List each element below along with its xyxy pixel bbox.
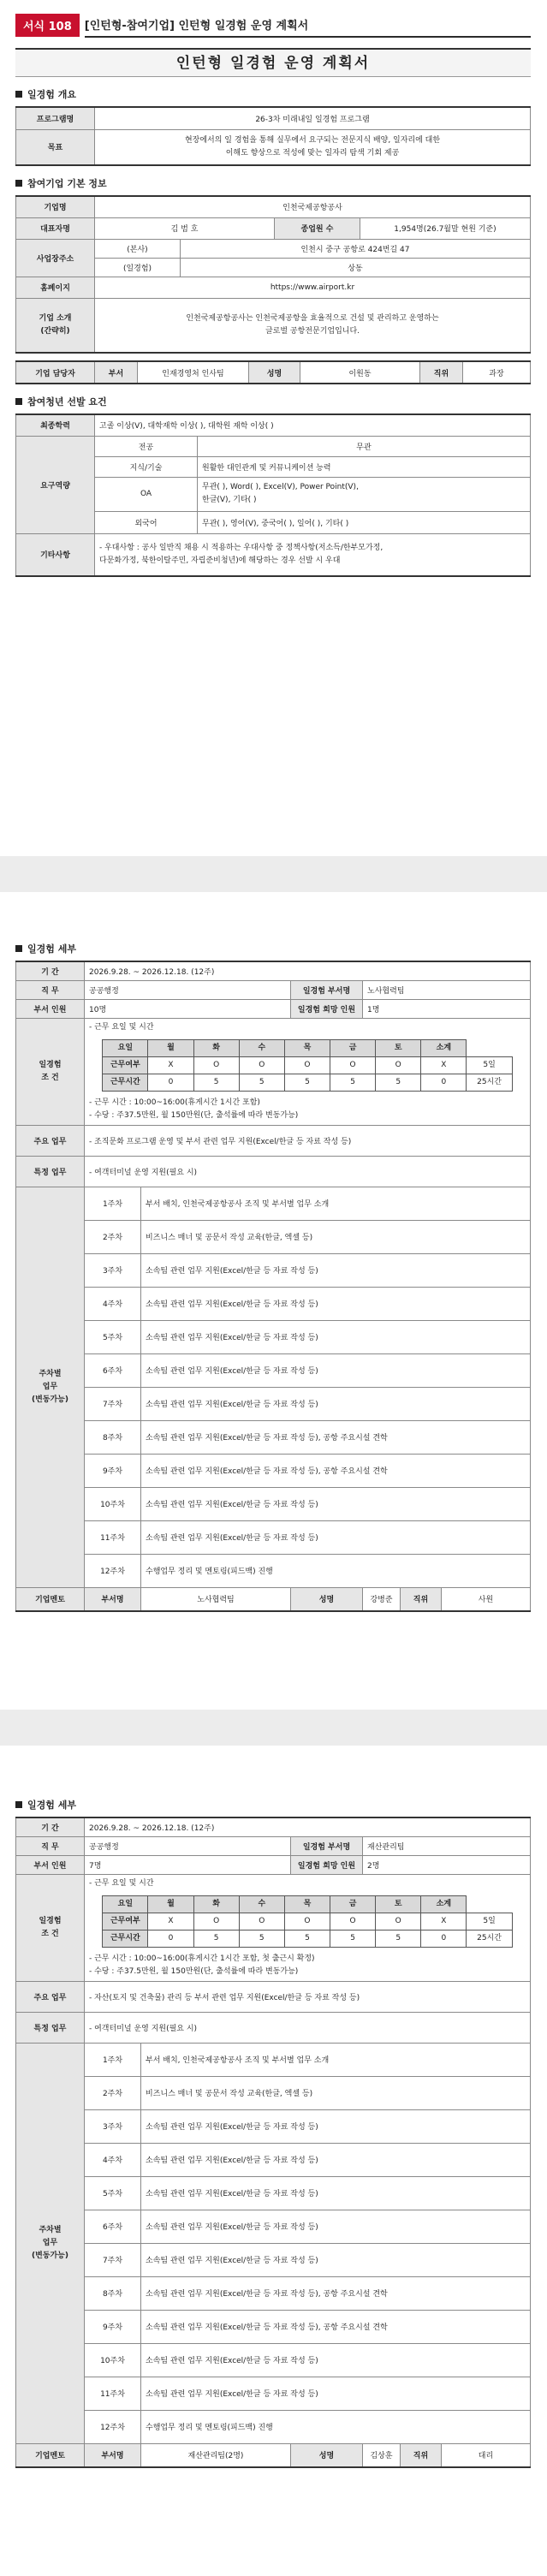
hope-value: 1명 <box>363 999 531 1018</box>
time-row-label: 근무시간 <box>103 1074 148 1091</box>
mentor-pos-label: 직위 <box>401 2443 442 2467</box>
language-value: 무관( ), 영어(V), 중국어( ), 일어( ), 기타( ) <box>198 511 531 533</box>
intro-label-line: (간략히) <box>40 326 70 336</box>
week-row <box>16 1454 531 1487</box>
week-row <box>16 2043 531 2076</box>
conditions-heading: - 근무 요일 및 시간 <box>89 1878 154 1888</box>
period-value: 2026.9.28. ~ 2026.12.18. (12주) <box>85 961 531 980</box>
conditions-label-line: 일경험 <box>39 1916 62 1925</box>
week-number: 9주차 <box>85 2310 141 2343</box>
schedule-time-cell: 5 <box>193 1074 239 1091</box>
week-row <box>16 1287 531 1320</box>
intro-value <box>95 298 531 353</box>
conditions-label-line: 조 건 <box>41 1073 59 1082</box>
address-main: 인천시 중구 공항로 424번길 47 <box>181 239 531 258</box>
schedule-table <box>102 1039 512 1092</box>
square-bullet-icon <box>15 398 22 405</box>
conditions-cell <box>85 1874 531 1981</box>
schedule-time-cell: 5 <box>284 1074 330 1091</box>
mentor-pos-label: 직위 <box>401 1587 442 1611</box>
section-label: 일경험 세부 <box>27 943 76 955</box>
detail-sheet-1 <box>15 931 531 1612</box>
goal-line: 이해도 향상으로 적성에 맞는 일자리 탐색 기회 제공 <box>225 148 400 158</box>
week-number: 12주차 <box>85 2410 141 2443</box>
week-task: 소속팀 관련 업무 지원(Excel/한글 등 자료 작성 등) <box>141 2343 531 2377</box>
week-row <box>16 2276 531 2310</box>
skill-label: 지식/기술 <box>95 456 198 477</box>
week-number: 6주차 <box>85 1353 141 1387</box>
mentor-label: 기업멘토 <box>16 2443 85 2467</box>
week-task: 소속팀 관련 업무 지원(Excel/한글 등 자료 작성 등), 공항 주요시설 견학 <box>141 2276 531 2310</box>
company-table <box>15 195 531 354</box>
week-row <box>16 2076 531 2109</box>
week-row <box>16 2176 531 2210</box>
language-label: 외국어 <box>95 511 198 533</box>
week-task: 소속팀 관련 업무 지원(Excel/한글 등 자료 작성 등), 공항 주요시설 견학 <box>141 2310 531 2343</box>
conditions-note: - 근무 시간 : 10:00~16:00(휴게시간 1시간 포함) <box>89 1098 260 1107</box>
week-number: 3주차 <box>85 1253 141 1287</box>
schedule-work-cell: 5일 <box>467 1056 512 1074</box>
etc-label: 기타사항 <box>16 533 95 576</box>
schedule-header-cell: 토 <box>376 1895 421 1913</box>
week-task: 소속팀 관련 업무 지원(Excel/한글 등 자료 작성 등) <box>141 1387 531 1420</box>
schedule-work-row <box>103 1056 512 1074</box>
section-label: 일경험 세부 <box>27 1800 76 1811</box>
section-requirements-title <box>15 395 531 408</box>
schedule-work-cell: O <box>239 1913 284 1930</box>
education-label: 최종학력 <box>16 414 95 436</box>
period-label: 기 간 <box>16 961 85 980</box>
schedule-header-cell: 월 <box>148 1039 193 1056</box>
week-task: 소속팀 관련 업무 지원(Excel/한글 등 자료 작성 등) <box>141 1487 531 1520</box>
homepage-label: 홈페이지 <box>16 277 95 298</box>
week-number: 6주차 <box>85 2210 141 2243</box>
headcount-label: 부서 인원 <box>16 999 85 1018</box>
week-row <box>16 1554 531 1587</box>
goal-line: 현장에서의 일 경험을 통해 실무에서 요구되는 전문지식 배양, 일자리에 대한 <box>184 135 441 145</box>
schedule-time-row <box>103 1930 512 1947</box>
intro-label-line: 기업 소개 <box>39 313 72 323</box>
form-number-badge: 서식 108 <box>15 14 80 37</box>
week-number: 10주차 <box>85 1487 141 1520</box>
section-overview-title <box>15 87 531 101</box>
period-value: 2026.9.28. ~ 2026.12.18. (12주) <box>85 1817 531 1836</box>
skill-value: 원활한 대인관계 및 커뮤니케이션 능력 <box>198 456 531 477</box>
oa-line: 한글(V), 기타( ) <box>202 496 257 504</box>
etc-line: 다문화가정, 북한이탈주민, 자립준비청년)에 해당하는 경우 선발 시 우대 <box>99 556 341 565</box>
address-label: 사업장주소 <box>16 239 95 277</box>
conditions-label <box>16 1018 85 1125</box>
schedule-header-cell: 월 <box>148 1895 193 1913</box>
week-number: 12주차 <box>85 1554 141 1587</box>
intro-line: 인천국제공항공사는 인천국제공항을 효율적으로 건설 및 관리하고 운영하는 <box>186 313 439 323</box>
schedule-header-cell: 소계 <box>421 1039 467 1056</box>
schedule-header-cell: 금 <box>330 1895 376 1913</box>
week-row <box>16 1520 531 1554</box>
detail-table <box>15 961 531 1612</box>
intro-line: 글로벌 공항전문기업입니다. <box>265 326 360 336</box>
form-title: [인턴형-참여기업] 인턴형 일경험 운영 계획서 <box>85 13 531 38</box>
week-number: 8주차 <box>85 1420 141 1454</box>
weekly-label-line: 주차별 <box>39 2225 62 2234</box>
schedule-time-cell: 5 <box>284 1930 330 1947</box>
dept-label: 일경험 부서명 <box>291 980 363 999</box>
competency-col-detail: 무관 <box>198 436 531 456</box>
main-duty-value: - 자산(토지 및 건축물) 관리 등 부서 관련 업무 지원(Excel/한글 등 자료 작성 등) <box>85 1981 531 2012</box>
page-break <box>0 856 547 892</box>
schedule-time-cell: 0 <box>421 1074 467 1091</box>
goal-label: 목표 <box>16 129 95 165</box>
contact-label: 기업 담당자 <box>16 361 95 384</box>
schedule-time-row <box>103 1074 512 1091</box>
special-duty-value: - 여객터미널 운영 지원(필요 시) <box>85 2012 531 2043</box>
address-main-tag: (본사) <box>95 239 181 258</box>
week-number: 11주차 <box>85 1520 141 1554</box>
hope-label: 일경험 희망 인원 <box>291 1855 363 1874</box>
duty-value: 공공행정 <box>85 980 291 999</box>
schedule-work-cell: O <box>330 1913 376 1930</box>
week-task: 소속팀 관련 업무 지원(Excel/한글 등 자료 작성 등) <box>141 2377 531 2410</box>
week-number: 10주차 <box>85 2343 141 2377</box>
contact-dept-label: 부서 <box>95 361 138 384</box>
ceo-label: 대표자명 <box>16 217 95 239</box>
weekly-plan <box>16 2043 531 2443</box>
schedule-work-cell: O <box>330 1056 376 1074</box>
week-task: 소속팀 관련 업무 지원(Excel/한글 등 자료 작성 등) <box>141 1253 531 1287</box>
employees-label: 종업원 수 <box>275 217 360 239</box>
week-row <box>16 1420 531 1454</box>
weekly-label-line: (변동가능) <box>31 2251 68 2260</box>
week-number: 3주차 <box>85 2109 141 2143</box>
oa-label: OA <box>95 477 198 511</box>
contact-name-label: 성명 <box>249 361 300 384</box>
conditions-label <box>16 1874 85 1981</box>
week-number: 5주차 <box>85 1320 141 1353</box>
week-row <box>16 2143 531 2176</box>
section-detail-title <box>15 1798 531 1812</box>
week-task: 부서 배치, 인천국제공항공사 조직 및 부서별 업무 소개 <box>141 2043 531 2076</box>
section-label: 일경험 개요 <box>27 89 76 100</box>
week-number: 4주차 <box>85 1287 141 1320</box>
schedule-header-cell: 요일 <box>103 1895 148 1913</box>
week-task: 부서 배치, 인천국제공항공사 조직 및 부서별 업무 소개 <box>141 1187 531 1220</box>
requirements-table <box>15 413 531 577</box>
education-value: 고졸 이상(V), 대학재학 이상( ), 대학원 재학 이상( ) <box>95 414 531 436</box>
dept-label: 일경험 부서명 <box>291 1836 363 1855</box>
week-number: 5주차 <box>85 2176 141 2210</box>
contact-pos-value: 과장 <box>463 361 531 384</box>
weekly-label-line: 업무 <box>42 1382 58 1391</box>
week-row <box>16 1353 531 1387</box>
main-duty-label: 주요 업무 <box>16 1981 85 2012</box>
company-name-label: 기업명 <box>16 196 95 217</box>
week-task: 소속팀 관련 업무 지원(Excel/한글 등 자료 작성 등), 공항 주요시설 견학 <box>141 1454 531 1487</box>
week-task: 소속팀 관련 업무 지원(Excel/한글 등 자료 작성 등) <box>141 2109 531 2143</box>
week-task: 소속팀 관련 업무 지원(Excel/한글 등 자료 작성 등) <box>141 2143 531 2176</box>
schedule-time-cell: 5 <box>193 1930 239 1947</box>
schedule-header-cell: 토 <box>376 1039 421 1056</box>
hope-label: 일경험 희망 인원 <box>291 999 363 1018</box>
mentor-dept-value: 재산관리팀(2명) <box>141 2443 291 2467</box>
schedule-work-cell: O <box>284 1913 330 1930</box>
hope-value: 2명 <box>363 1855 531 1874</box>
week-task: 소속팀 관련 업무 지원(Excel/한글 등 자료 작성 등) <box>141 2176 531 2210</box>
plan-sheet-1 <box>15 12 531 577</box>
square-bullet-icon <box>15 180 22 187</box>
weekly-label <box>16 2043 85 2443</box>
weekly-plan <box>16 1187 531 1587</box>
week-task: 비즈니스 매너 및 공문서 작성 교육(한글, 엑셀 등) <box>141 2076 531 2109</box>
schedule-work-cell: O <box>193 1056 239 1074</box>
week-task: 소속팀 관련 업무 지원(Excel/한글 등 자료 작성 등) <box>141 2243 531 2276</box>
schedule-header-cell: 금 <box>330 1039 376 1056</box>
mentor-name-value: 김상훈 <box>363 2443 401 2467</box>
section-label: 참여청년 선발 요건 <box>27 396 107 408</box>
schedule-time-cell: 5 <box>330 1074 376 1091</box>
week-task: 소속팀 관련 업무 지원(Excel/한글 등 자료 작성 등), 공항 주요시설 견학 <box>141 1420 531 1454</box>
work-row-label: 근무여부 <box>103 1913 148 1930</box>
weekly-label-line: 업무 <box>42 2238 58 2247</box>
duty-label: 직 무 <box>16 980 85 999</box>
dept-value: 재산관리팀 <box>363 1836 531 1855</box>
schedule-header-cell: 화 <box>193 1895 239 1913</box>
company-name-value: 인천국제공항공사 <box>95 196 531 217</box>
week-number: 1주차 <box>85 1187 141 1220</box>
conditions-note: - 근무 시간 : 10:00~16:00(휴게시간 1시간 포함, 첫 출근시 확정) <box>89 1954 315 1963</box>
contact-dept-value: 인재경영처 인사팀 <box>138 361 249 384</box>
week-row <box>16 2310 531 2343</box>
schedule-work-cell: X <box>148 1913 193 1930</box>
schedule-work-cell: X <box>421 1913 467 1930</box>
week-number: 11주차 <box>85 2377 141 2410</box>
week-task: 소속팀 관련 업무 지원(Excel/한글 등 자료 작성 등) <box>141 1353 531 1387</box>
week-row <box>16 1253 531 1287</box>
schedule-time-cell: 5 <box>330 1930 376 1947</box>
schedule-work-cell: O <box>193 1913 239 1930</box>
week-number: 9주차 <box>85 1454 141 1487</box>
schedule-header-cell: 소계 <box>421 1895 467 1913</box>
week-number: 7주차 <box>85 1387 141 1420</box>
mentor-label: 기업멘토 <box>16 1587 85 1611</box>
overview-table <box>15 106 531 166</box>
mentor-name-value: 강병준 <box>363 1587 401 1611</box>
main-duty-label: 주요 업무 <box>16 1125 85 1156</box>
section-company-title <box>15 176 531 190</box>
schedule-time-cell: 25시간 <box>467 1930 512 1947</box>
week-task: 수행업무 정리 및 멘토링(피드백) 진행 <box>141 1554 531 1587</box>
conditions-note: - 수당 : 주37.5만원, 월 150만원(단, 출석률에 따라 변동가능) <box>89 1110 299 1120</box>
contact-name-value: 이원동 <box>300 361 420 384</box>
week-number: 8주차 <box>85 2276 141 2310</box>
schedule-header-cell: 화 <box>193 1039 239 1056</box>
week-task: 소속팀 관련 업무 지원(Excel/한글 등 자료 작성 등) <box>141 2210 531 2243</box>
mentor-name-label: 성명 <box>291 2443 363 2467</box>
week-row <box>16 2210 531 2243</box>
schedule-work-cell: 5일 <box>467 1913 512 1930</box>
contact-pos-label: 직위 <box>420 361 463 384</box>
intro-label <box>16 298 95 353</box>
schedule-header-cell: 목 <box>284 1895 330 1913</box>
competency-col-area: 전공 <box>95 436 198 456</box>
competency-label: 요구역량 <box>16 436 95 533</box>
conditions-heading: - 근무 요일 및 시간 <box>89 1022 154 1032</box>
schedule-time-cell: 5 <box>376 1930 421 1947</box>
conditions-cell <box>85 1018 531 1125</box>
detail-table <box>15 1817 531 2468</box>
square-bullet-icon <box>15 945 22 952</box>
week-task: 비즈니스 매너 및 공문서 작성 교육(한글, 엑셀 등) <box>141 1220 531 1253</box>
headcount-label: 부서 인원 <box>16 1855 85 1874</box>
week-number: 4주차 <box>85 2143 141 2176</box>
week-number: 1주차 <box>85 2043 141 2076</box>
schedule-header-cell: 수 <box>239 1895 284 1913</box>
schedule-work-cell: O <box>239 1056 284 1074</box>
page-break <box>0 1710 547 1746</box>
headcount-value: 10명 <box>85 999 291 1018</box>
square-bullet-icon <box>15 1801 22 1808</box>
dept-value: 노사협력팀 <box>363 980 531 999</box>
program-label: 프로그램명 <box>16 107 95 129</box>
schedule-work-cell: X <box>421 1056 467 1074</box>
week-row <box>16 2109 531 2143</box>
schedule-work-row <box>103 1913 512 1930</box>
square-bullet-icon <box>15 91 22 98</box>
weekly-label <box>16 1187 85 1587</box>
week-number: 7주차 <box>85 2243 141 2276</box>
week-row <box>16 1187 531 1220</box>
schedule-header-row <box>103 1895 512 1913</box>
work-row-label: 근무여부 <box>103 1056 148 1074</box>
etc-value <box>95 533 531 576</box>
weekly-label-line: (변동가능) <box>31 1395 68 1404</box>
program-value: 26-3차 미래내일 일경험 프로그램 <box>95 107 531 129</box>
schedule-time-cell: 0 <box>148 1930 193 1947</box>
week-number: 2주차 <box>85 1220 141 1253</box>
homepage-link[interactable]: https://www.airport.kr <box>95 277 531 298</box>
employees-value: 1,954명(26.7월말 현원 기준) <box>360 217 531 239</box>
detail-sheet-2 <box>15 1788 531 2468</box>
schedule-time-cell: 0 <box>421 1930 467 1947</box>
week-row <box>16 1220 531 1253</box>
period-label: 기 간 <box>16 1817 85 1836</box>
mentor-dept-label: 부서명 <box>85 1587 141 1611</box>
goal-value <box>95 129 531 165</box>
main-duty-value: - 조직문화 프로그램 운영 및 부서 관련 업무 지원(Excel/한글 등 자료 작성 등) <box>85 1125 531 1156</box>
duty-label: 직 무 <box>16 1836 85 1855</box>
conditions-note: - 수당 : 주37.5만원, 월 150만원(단, 출석률에 따라 변동가능) <box>89 1966 299 1976</box>
oa-line: 무관( ), Word( ), Excel(V), Power Point(V), <box>202 483 359 491</box>
time-row-label: 근무시간 <box>103 1930 148 1947</box>
week-row <box>16 1320 531 1353</box>
schedule-header-row <box>103 1039 512 1056</box>
form-header <box>15 12 531 38</box>
special-duty-label: 특정 업무 <box>16 2012 85 2043</box>
schedule-table <box>102 1895 512 1948</box>
duty-value: 공공행정 <box>85 1836 291 1855</box>
headcount-value: 7명 <box>85 1855 291 1874</box>
weekly-label-line: 주차별 <box>39 1369 62 1378</box>
section-detail-title <box>15 942 531 955</box>
special-duty-label: 특정 업무 <box>16 1156 85 1187</box>
mentor-dept-value: 노사협력팀 <box>141 1587 291 1611</box>
week-task: 소속팀 관련 업무 지원(Excel/한글 등 자료 작성 등) <box>141 1520 531 1554</box>
mentor-name-label: 성명 <box>291 1587 363 1611</box>
etc-line: - 우대사항 : 공사 일반직 채용 시 적용하는 우대사항 중 정책사항(저소득/한부모가정, <box>99 543 383 552</box>
mentor-pos-value: 대리 <box>442 2443 531 2467</box>
conditions-label-line: 조 건 <box>41 1929 59 1938</box>
schedule-header-cell: 수 <box>239 1039 284 1056</box>
schedule-time-cell: 5 <box>239 1074 284 1091</box>
week-row <box>16 1487 531 1520</box>
schedule-work-cell: X <box>148 1056 193 1074</box>
oa-value <box>198 477 531 511</box>
week-task: 소속팀 관련 업무 지원(Excel/한글 등 자료 작성 등) <box>141 1287 531 1320</box>
section-label: 참여기업 기본 정보 <box>27 178 107 189</box>
week-row <box>16 1387 531 1420</box>
special-duty-value: - 여객터미널 운영 지원(필요 시) <box>85 1156 531 1187</box>
week-number: 2주차 <box>85 2076 141 2109</box>
schedule-work-cell: O <box>376 1913 421 1930</box>
conditions-label-line: 일경험 <box>39 1060 62 1069</box>
schedule-time-cell: 0 <box>148 1074 193 1091</box>
schedule-header-cell: 목 <box>284 1039 330 1056</box>
schedule-time-cell: 5 <box>376 1074 421 1091</box>
week-row <box>16 2243 531 2276</box>
week-row <box>16 2410 531 2443</box>
week-task: 수행업무 정리 및 멘토링(피드백) 진행 <box>141 2410 531 2443</box>
mentor-dept-label: 부서명 <box>85 2443 141 2467</box>
week-row <box>16 2343 531 2377</box>
week-row <box>16 2377 531 2410</box>
schedule-work-cell: O <box>376 1056 421 1074</box>
schedule-work-cell: O <box>284 1056 330 1074</box>
ceo-value: 김 범 호 <box>95 217 275 239</box>
schedule-header-cell: 요일 <box>103 1039 148 1056</box>
document-title: 인턴형 일경험 운영 계획서 <box>15 48 531 77</box>
mentor-pos-value: 사원 <box>442 1587 531 1611</box>
week-task: 소속팀 관련 업무 지원(Excel/한글 등 자료 작성 등) <box>141 1320 531 1353</box>
address-sub: 상동 <box>181 258 531 277</box>
address-sub-tag: (일경험) <box>95 258 181 277</box>
contact-table <box>15 360 531 384</box>
schedule-time-cell: 5 <box>239 1930 284 1947</box>
schedule-time-cell: 25시간 <box>467 1074 512 1091</box>
